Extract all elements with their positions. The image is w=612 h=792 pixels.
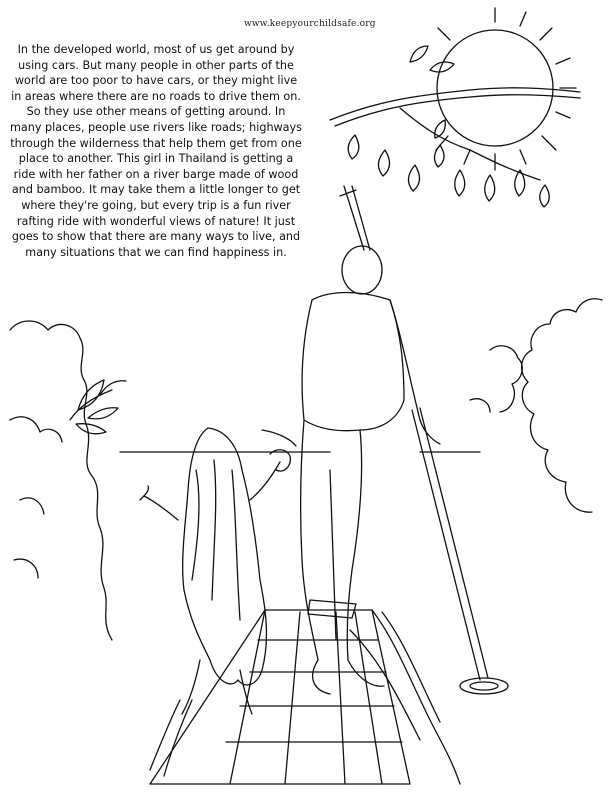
father-figure <box>262 186 440 694</box>
bamboo-raft <box>150 610 460 784</box>
right-cliffs <box>470 299 602 512</box>
leafy-branch <box>330 46 580 207</box>
girl-right-arm <box>250 462 280 500</box>
father-shirt <box>302 293 404 431</box>
story-text: In the developed world, most of us get around by using cars. But many people in other parts of the world are too poor to have cars, or they might live in areas where there are no roads to drive them on. So they use other means of getting around. In many places, people use rivers like roads; highways through the wilderness that help them get from one place to another. This girl in Thailand is getting a ride with her father on a river barge made of wood and bamboo. It may take them a little longer to get where they're going, but every trip is a fun river rafting ride with wonderful views of nature! It just goes to show that there are many ways to live, and many situations that we can find happiness in. <box>10 43 302 259</box>
father-head <box>342 246 382 294</box>
father-hand <box>262 430 296 446</box>
site-url: www.keepyourchildsafe.org <box>244 19 376 29</box>
leaves <box>348 46 549 207</box>
left-cliffs <box>10 321 112 640</box>
hanging-plant <box>70 380 126 434</box>
girl-left-arm <box>144 496 178 520</box>
girl-figure <box>140 428 290 714</box>
punting-pole <box>412 408 508 694</box>
